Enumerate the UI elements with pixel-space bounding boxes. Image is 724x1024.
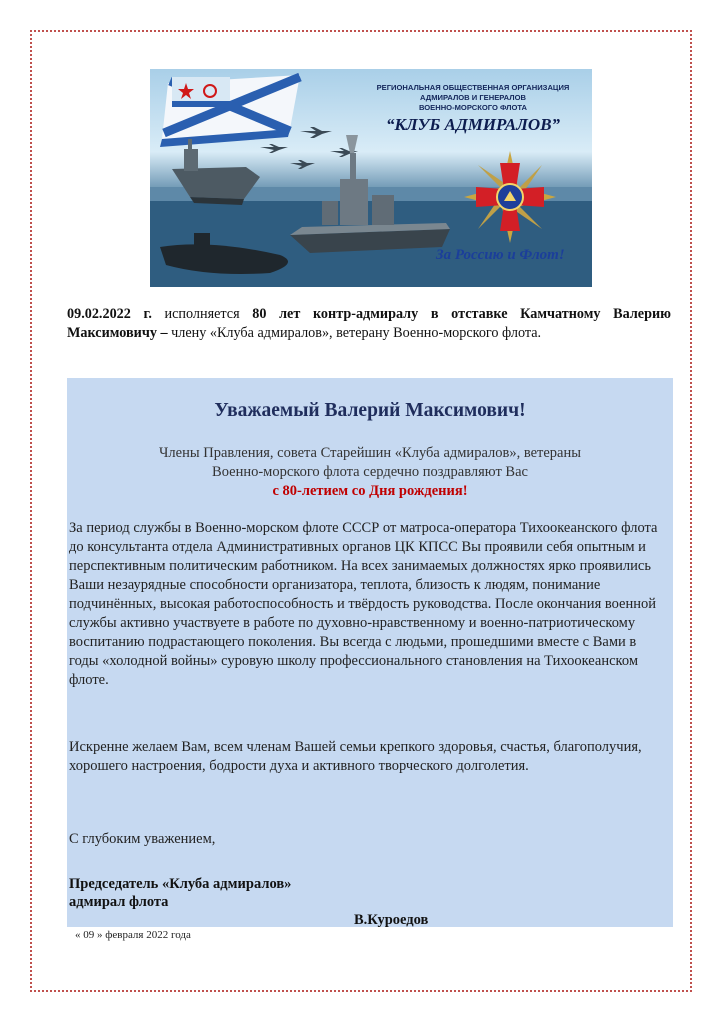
intro-date: 09.02.2022 г.	[67, 306, 152, 322]
club-banner	[150, 69, 592, 287]
letter-regards: С глубоким уважением,	[69, 831, 216, 847]
greeting-highlight: с 80-летием со Дня рождения!	[272, 483, 468, 499]
club-name: “КЛУБ АДМИРАЛОВ”	[385, 115, 561, 134]
footer-date: « 09 » февраля 2022 года	[75, 929, 191, 941]
intro-honoree: 80 лет контр-адмиралу в отставке Камчатному Валерию Максимовичу –	[67, 306, 671, 341]
intro-text: члену «Клуба адмиралов», ветерану Военно-морского флота.	[167, 325, 542, 341]
greeting-line: Члены Правления, совета Старейшин «Клуба адмиралов», ветераны	[159, 445, 581, 461]
letter-greeting	[67, 444, 673, 501]
org-line: РЕГИОНАЛЬНАЯ ОБЩЕСТВЕННАЯ ОРГАНИЗАЦИЯ	[376, 83, 570, 92]
letter-title: Уважаемый Валерий Максимович!	[214, 400, 526, 421]
signature-rank: адмирал флота	[69, 894, 169, 910]
banner-motto: За Россию и Флот!	[436, 247, 565, 263]
org-line: АДМИРАЛОВ И ГЕНЕРАЛОВ	[420, 93, 526, 102]
signature-title: Председатель «Клуба адмиралов»	[69, 876, 292, 892]
letter-paragraph-wishes: Искренне желаем Вам, всем членам Вашей семьи крепкого здоровья, счастья, благополучия, хорошего настроения, бодрости духа и активного творческого долголетия.	[69, 739, 642, 774]
org-line: ВОЕННО-МОРСКОГО ФЛОТА	[418, 103, 528, 112]
intro-text: исполняется	[151, 306, 253, 322]
greeting-letter-panel	[67, 378, 673, 927]
signature-name: В.Куроедов	[354, 912, 429, 928]
organization-name	[360, 83, 586, 135]
soviet-ensign-flag	[172, 77, 230, 107]
intro-paragraph	[67, 305, 671, 343]
letter-paragraph-service: За период службы в Военно-морском флоте СССР от матроса-оператора Тихоокеанского флота до консультанта отдела Административных органов ЦК КПСС Вы проявили себя опытным и перспективным политическим работником. На всех занимаемых должностях ярко проявились Ваши незаурядные способности организатора, теплота, близость к людям, понимание подчинённых, высокая работоспособность и твёрдость руководства. После окончания военной службы активно участвуете в работе по духовно-нравственному и военно-патриотическому воспитанию подрастающего поколения. Вы всегда с людьми, прошедшими вместе с Вами в годы «холодной войны» суровую школу профессионального становления на Тихоокеанском флоте.	[69, 520, 658, 688]
greeting-line: Военно-морского флота сердечно поздравляют Вас	[212, 464, 528, 480]
